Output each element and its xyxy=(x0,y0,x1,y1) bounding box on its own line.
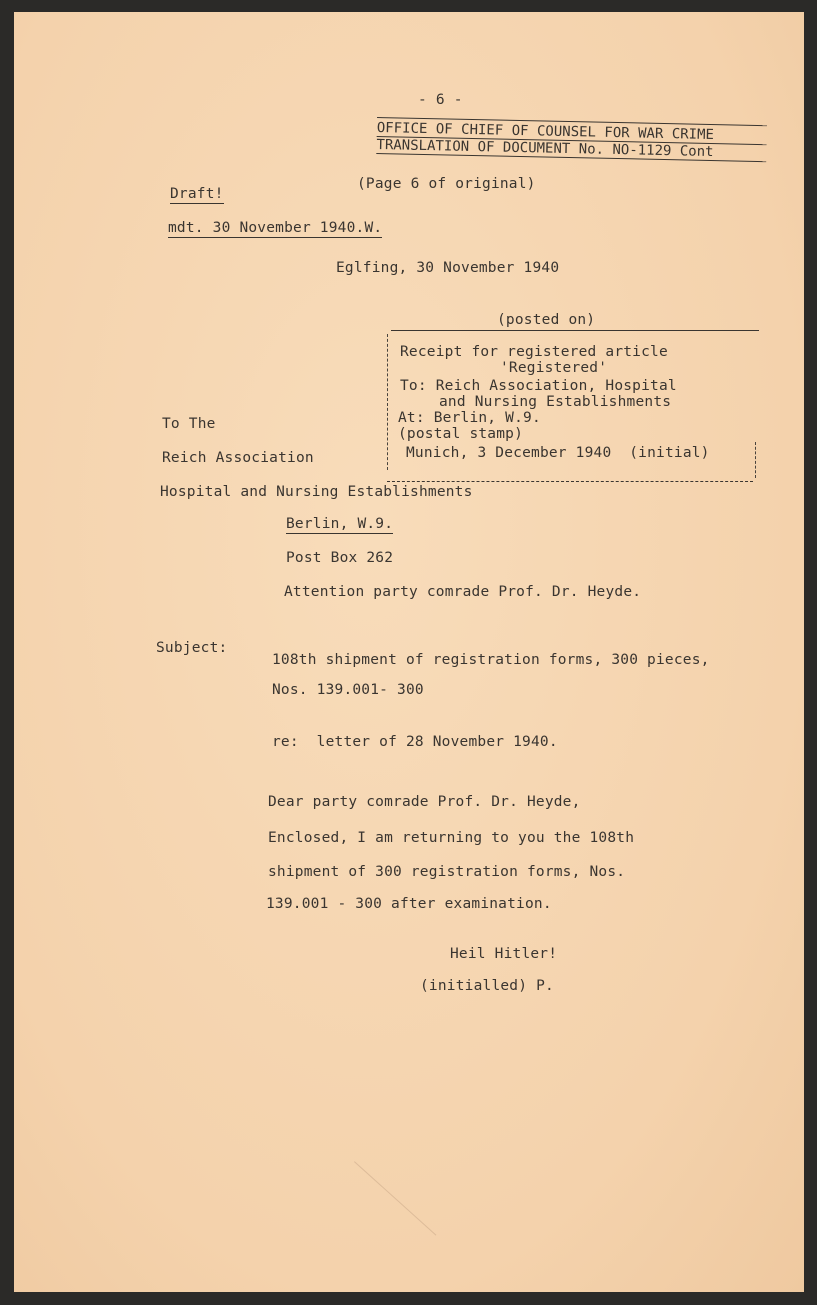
address-line-4: Berlin, W.9. xyxy=(286,516,394,532)
subject-line-1: 108th shipment of registration forms, 300 pieces, xyxy=(272,652,710,668)
place-date: Eglfing, 30 November 1940 xyxy=(336,260,560,276)
address-line-1: To The xyxy=(162,416,216,432)
receipt-top-rule xyxy=(391,330,759,331)
receipt-line-6: (postal stamp) xyxy=(398,426,524,442)
header-line-1: OFFICE OF CHIEF OF COUNSEL FOR WAR CRIME xyxy=(377,120,767,145)
closing-line-2: (initialled) P. xyxy=(420,978,554,994)
receipt-line-5: At: Berlin, W.9. xyxy=(398,410,541,426)
receipt-line-7: Munich, 3 December 1940 (initial) xyxy=(406,445,710,461)
address-line-3: Hospital and Nursing Establishments xyxy=(160,484,473,500)
receipt-right-border xyxy=(755,442,756,478)
receipt-left-border xyxy=(387,334,388,470)
receipt-line-4: and Nursing Establishments xyxy=(439,394,672,410)
page-of-original: (Page 6 of original) xyxy=(357,176,536,192)
receipt-line-3: To: Reich Association, Hospital xyxy=(400,378,677,394)
address-line-5: Post Box 262 xyxy=(286,550,394,566)
translation-header xyxy=(376,120,767,162)
header-line-2: TRANSLATION OF DOCUMENT No. NO-1129 Cont xyxy=(376,137,766,162)
mdt-line: mdt. 30 November 1940.W. xyxy=(168,220,383,236)
salutation: Dear party comrade Prof. Dr. Heyde, xyxy=(268,794,581,810)
receipt-line-2: 'Registered' xyxy=(500,360,608,376)
subject-re: re: letter of 28 November 1940. xyxy=(272,734,558,750)
body-line-1: Enclosed, I am returning to you the 108th xyxy=(268,830,635,846)
page-number: - 6 - xyxy=(418,92,463,108)
subject-label: Subject: xyxy=(156,640,228,656)
document-page xyxy=(14,12,804,1292)
receipt-bottom-rule xyxy=(387,481,753,482)
body-line-3: 139.001 - 300 after examination. xyxy=(266,896,552,912)
closing-line-1: Heil Hitler! xyxy=(450,946,558,962)
subject-line-2: Nos. 139.001- 300 xyxy=(272,682,424,698)
draft-label: Draft! xyxy=(170,186,224,202)
address-line-2: Reich Association xyxy=(162,450,314,466)
body-line-2: shipment of 300 registration forms, Nos. xyxy=(268,864,626,880)
paper-crease xyxy=(354,1042,543,1235)
posted-on: (posted on) xyxy=(497,312,596,328)
address-line-6: Attention party comrade Prof. Dr. Heyde. xyxy=(284,584,642,600)
receipt-line-1: Receipt for registered article xyxy=(400,344,668,360)
